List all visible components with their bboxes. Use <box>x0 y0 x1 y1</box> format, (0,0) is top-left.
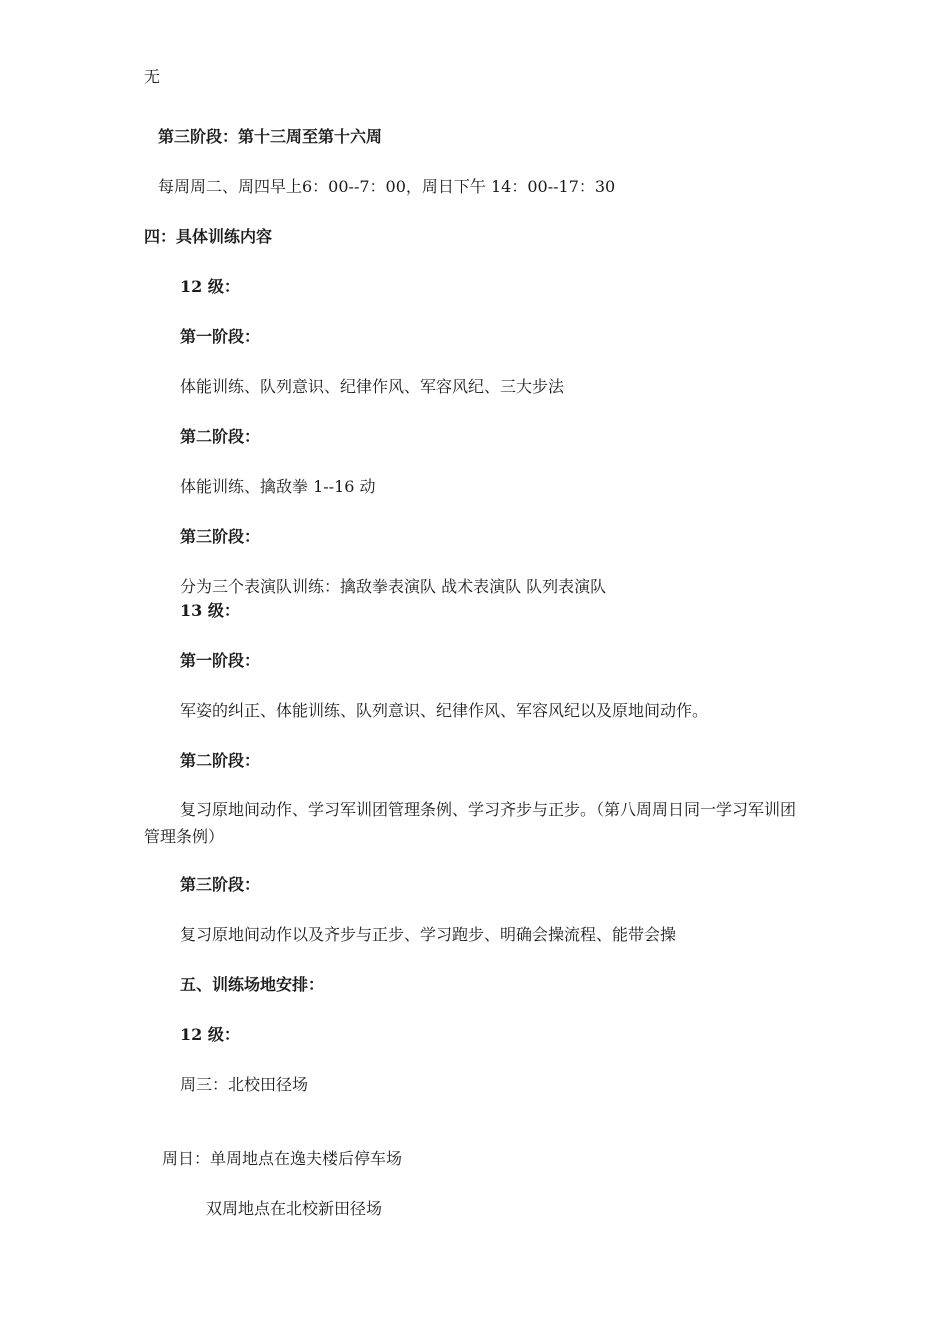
section4-heading: 四：具体训练内容 <box>144 227 273 246</box>
section5-heading: 五、训练场地安排： <box>180 975 325 994</box>
grade13-stage1-text: 军姿的纠正、体能训练、队列意识、纪律作风、军容风纪以及原地间动作。 <box>180 701 709 720</box>
grade12-stage1-text: 体能训练、队列意识、纪律作风、军容风纪、三大步法 <box>180 377 565 396</box>
prev-answer-text: 无 <box>144 67 161 86</box>
grade13-stage2-text: 复习原地间动作、学习军训团管理条例、学习齐步与正步。（第八周周日同一学习军训团管理条例） <box>144 800 797 846</box>
stage3-schedule-text: 每周周二、周四早上6：00--7：00，周日下午 14：00--17：30 <box>158 177 616 196</box>
grade12-stage3-label: 第三阶段： <box>180 527 261 546</box>
venue12-sunday: 周日：单周地点在逸夫楼后停车场 <box>162 1149 403 1168</box>
grade13-label: 13 级： <box>180 601 240 620</box>
grade13-stage1-label: 第一阶段： <box>180 651 261 670</box>
grade13-stage2-label: 第二阶段： <box>180 751 261 770</box>
grade12-stage1-label: 第一阶段： <box>180 327 261 346</box>
grade12-stage2-label: 第二阶段： <box>180 427 261 446</box>
venue12-sunday-even: 双周地点在北校新田径场 <box>206 1199 383 1218</box>
grade12-stage2-text: 体能训练、擒敌拳 1--16 动 <box>180 477 376 496</box>
venue12-label: 12 级： <box>180 1025 240 1044</box>
grade13-stage3-label: 第三阶段： <box>180 875 261 894</box>
grade12-label: 12 级： <box>180 277 240 296</box>
stage3-schedule-heading: 第三阶段：第十三周至第十六周 <box>158 127 383 146</box>
venue12-wednesday: 周三：北校田径场 <box>180 1075 309 1094</box>
grade13-stage3-text: 复习原地间动作以及齐步与正步、学习跑步、明确会操流程、能带会操 <box>180 925 677 944</box>
grade12-stage3-text: 分为三个表演队训练：擒敌拳表演队 战术表演队 队列表演队 <box>180 577 607 596</box>
